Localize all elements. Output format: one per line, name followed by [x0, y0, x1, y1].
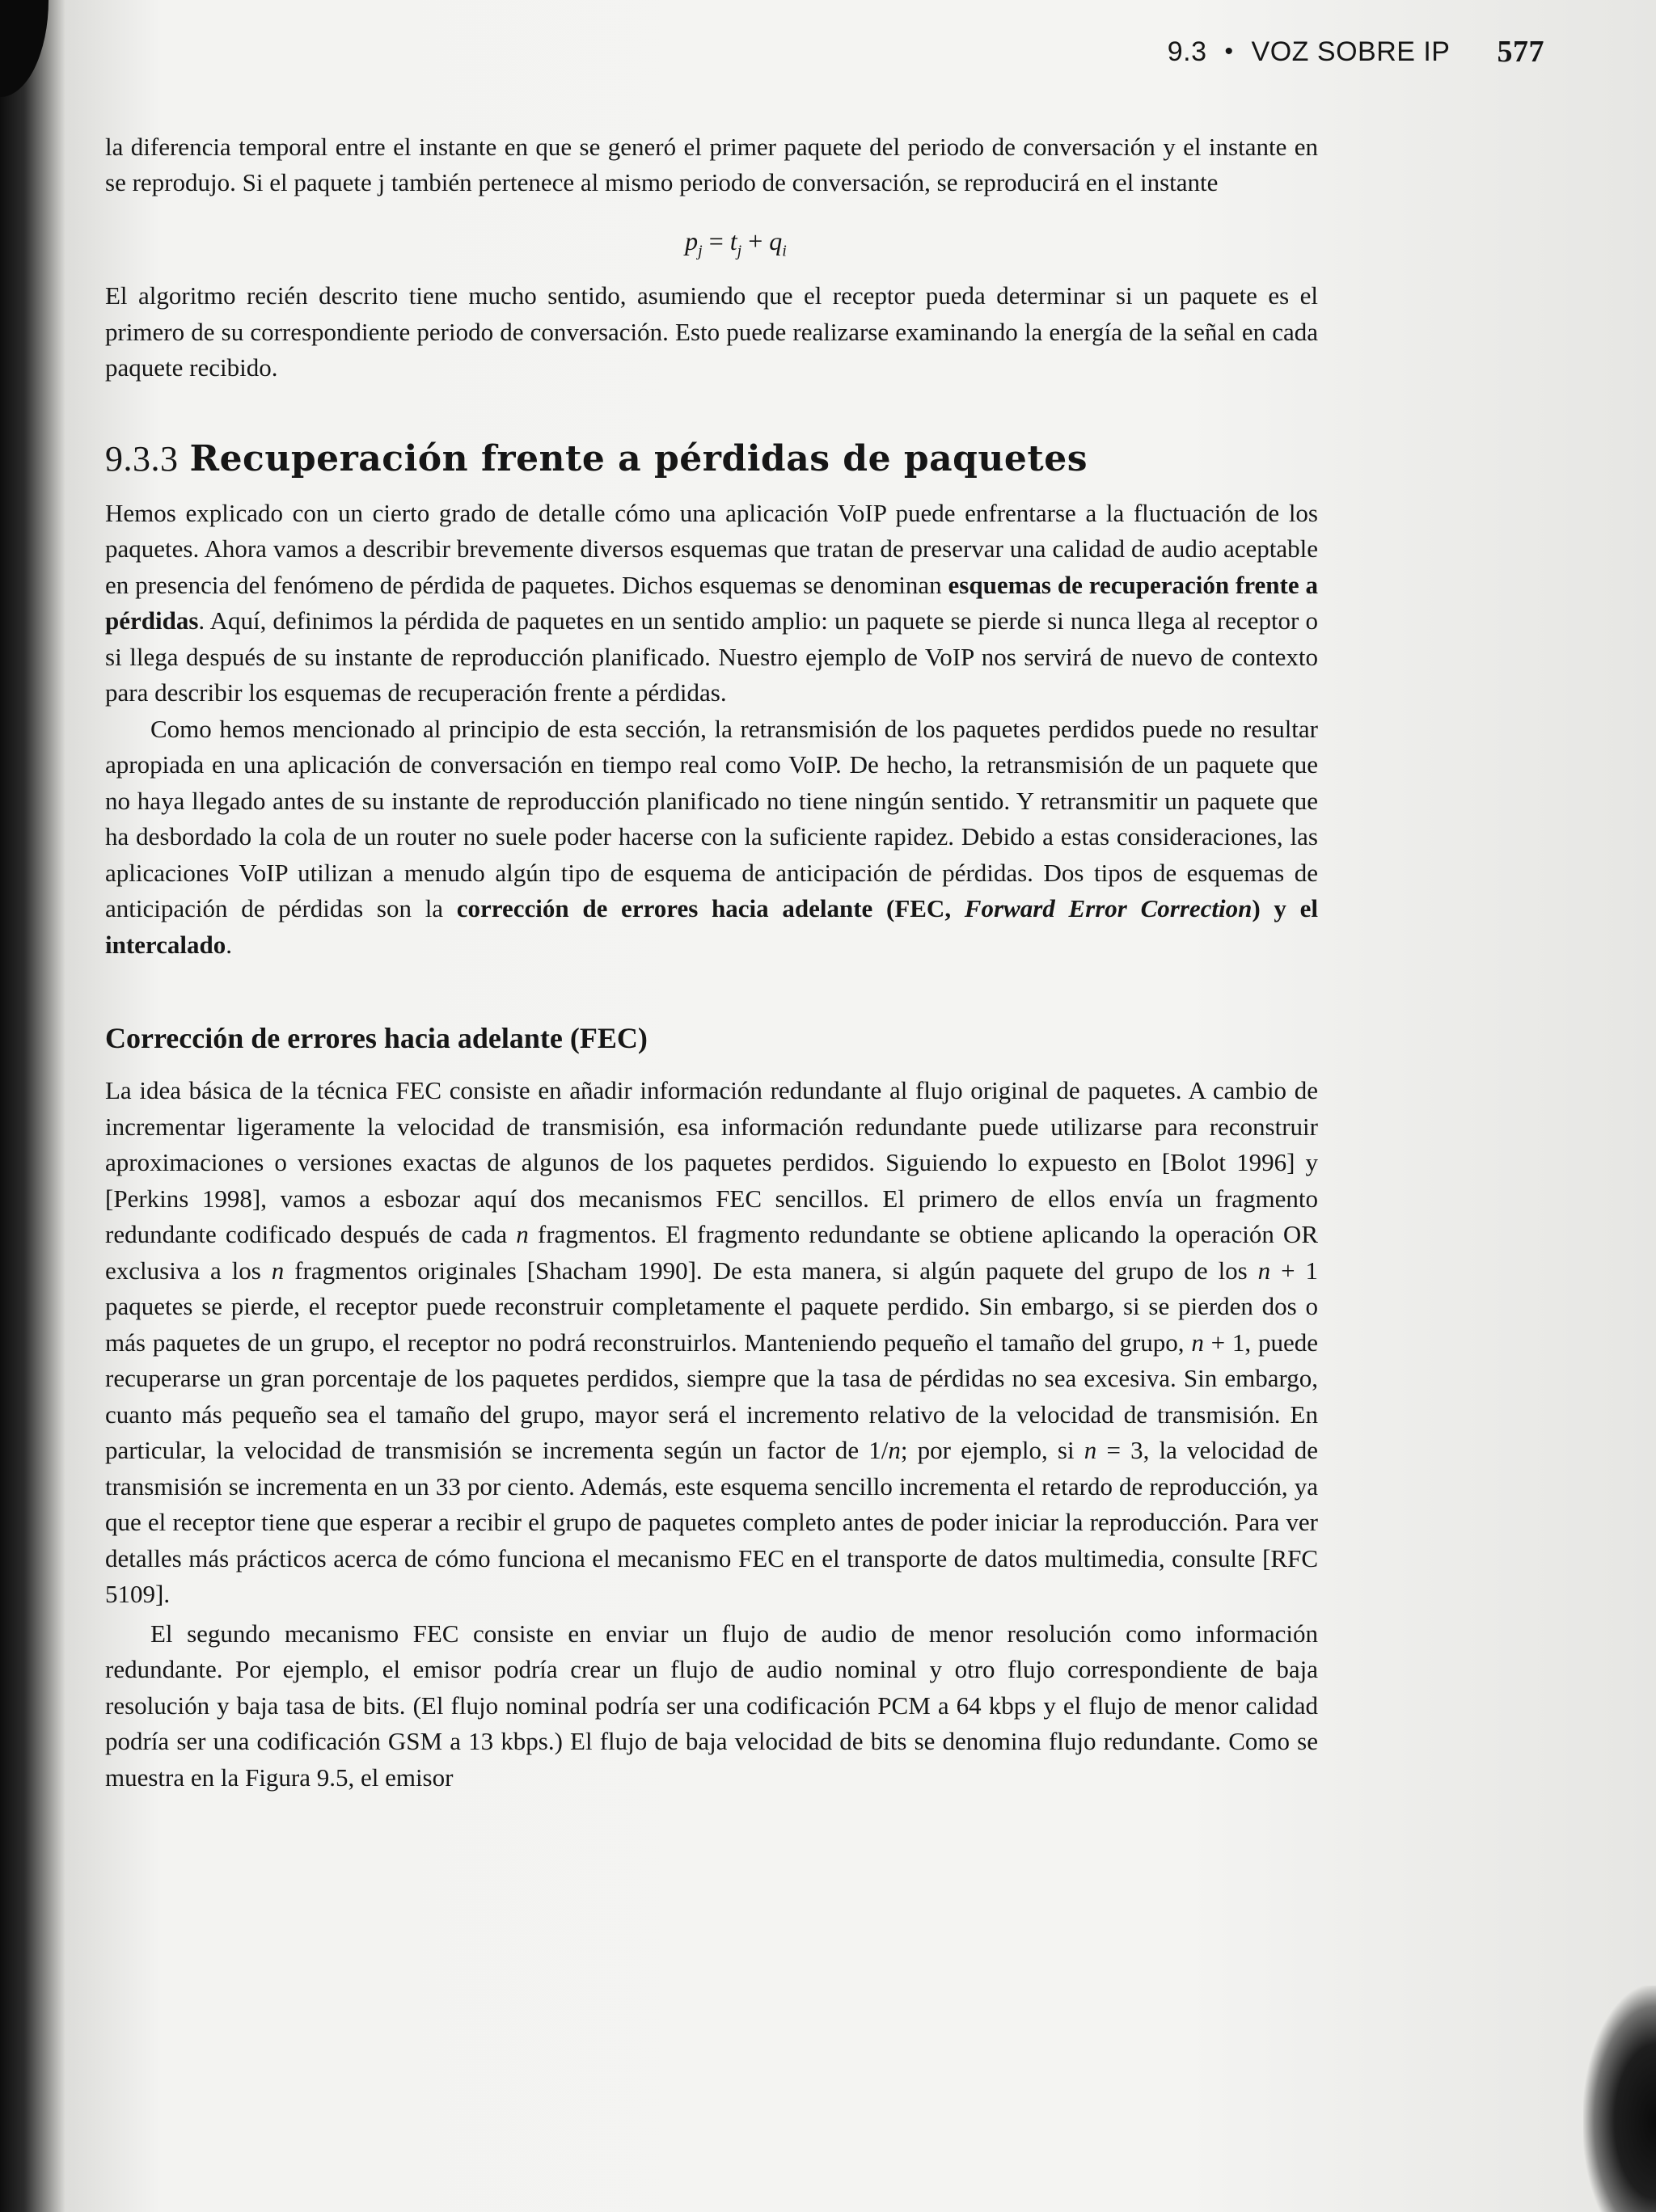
playout-equation — [105, 226, 1318, 260]
paragraph-fec-second: El segundo mecanismo FEC consiste en enviar un flujo de audio de menor resolución como información redundante. Por ejemplo, el emisor podría crear un flujo de audio nominal y otro flujo correspondiente de baja resolución y baja tasa de bits. (El flujo nominal podría ser una codificación PCM a 64 kbps y el flujo de menor calidad podría ser una codificación GSM a 13 kbps.) El flujo de baja velocidad de bits se denomina flujo redundante. Como se muestra en la Figura 9.5, el emisor — [105, 1619, 1318, 1792]
para3-text-7: = 3, la velocidad de transmisión se incrementa en un 33 por ciento. Además, este esquema sencillo incrementa el retardo de reproducción, ya que el receptor tiene que esperar a recibir el grupo de paquetes completo antes de poder iniciar la reproducción. Para ver detalles más prácticos acerca de cómo funciona el mecanismo FEC en el transporte de datos multimedia, consulte [RFC 5109]. — [105, 1436, 1318, 1609]
eq-t: t — [729, 226, 737, 255]
eq-t-sub: j — [737, 242, 742, 260]
eq-q-sub: i — [782, 242, 787, 260]
text-column — [105, 121, 1318, 1796]
section-title: Recuperación frente a pérdidas de paquetes — [189, 437, 1088, 479]
paragraph-fec-basic — [105, 1073, 1318, 1613]
thumb-shadow — [1583, 1986, 1656, 2212]
page-number: 577 — [1497, 35, 1544, 69]
eq-equals: = — [702, 226, 730, 255]
para3-text-5: + 1, puede recuperarse un gran porcentaje de los paquetes perdidos, siempre que la tasa de pérdidas no sea excesiva. Sin embargo, cuanto más pequeño sea el tamaño del grupo, mayor será el incremento relativo de la velocidad de transmisión. En particular, la velocidad de transmisión se incrementa según un factor de 1/ — [105, 1328, 1318, 1465]
paragraph-loss-schemes — [105, 496, 1318, 711]
para2-bold-italic-fec: Forward Error Correction — [964, 894, 1253, 923]
para3-text-2: fragmentos. El fragmento redundante se obtiene aplicando la operación OR exclusiva a los — [105, 1220, 1318, 1285]
para3-text-1: La idea básica de la técnica FEC consiste en añadir información redundante al flujo original de paquetes. A cambio de incrementar ligeramente la velocidad de transmisión, esa información redundante puede utilizarse para reconstruir aproximaciones o versiones exactas de algunos de los paquetes perdidos. Siguiendo lo expuesto en [Bolot 1996] y [Perkins 1998], vamos a esbozar aquí dos mecanismos FEC sencillos. El primero de ellos envía un fragmento redundante codificado después de cada — [105, 1076, 1318, 1249]
subsection-heading: Corrección de errores hacia adelante (FEC) — [105, 1022, 648, 1055]
para1-bold-term: esquemas de recuperación frente a pérdidas — [105, 570, 1318, 635]
running-head-title: VOZ SOBRE IP — [1251, 36, 1451, 67]
para2-bold-fec: corrección de errores hacia adelante (FEC, — [456, 894, 965, 923]
para1-text-b: . Aquí, definimos la pérdida de paquetes en un sentido amplio: un paquete se pierde si nunca llega al receptor o si llega después de su instante de reproducción planificado. Nuestro ejemplo de VoIP nos servirá de nuevo de contexto para describir los esquemas de recuperación frente a pérdidas. — [105, 606, 1318, 707]
running-head-section: 9.3 — [1167, 36, 1207, 67]
eq-q: q — [769, 226, 783, 255]
para3-n-5: n — [888, 1436, 901, 1465]
book-spine-shadow — [0, 0, 65, 2212]
para3-n-1: n — [516, 1220, 529, 1249]
running-head — [1092, 27, 1544, 76]
para3-n-4: n — [1191, 1328, 1204, 1357]
section-number: 9.3.3 — [105, 438, 179, 479]
para1-text-a: Hemos explicado con un cierto grado de detalle cómo una aplicación VoIP puede enfrentarse a la fluctuación de los paquetes. Ahora vamos a describir brevemente diversos esquemas que tratan de preservar una calidad de audio aceptable en presencia del fenómeno de pérdida de paquetes. Dichos esquemas se denominan — [105, 498, 1318, 599]
para2-bold-interleaving: ) y el intercalado — [105, 894, 1319, 959]
eq-p-sub: j — [698, 242, 703, 260]
para3-n-2: n — [271, 1256, 285, 1285]
section-heading — [105, 438, 1318, 479]
running-head-bullet: • — [1224, 38, 1234, 65]
paragraph-retransmission — [105, 711, 1318, 964]
para2-end: . — [226, 930, 232, 959]
intro-paragraph: la diferencia temporal entre el instante en que se generó el primer paquete del periodo de conversación y el instante en se reprodujo. Si el paquete j también pertenece al mismo periodo de conversación, se reproducirá en el instante — [105, 133, 1318, 196]
para3-n-6: n — [1084, 1436, 1097, 1465]
eq-p: p — [685, 226, 699, 255]
para3-n-3: n — [1257, 1256, 1271, 1285]
para3-text-4: + 1 paquetes se pierde, el receptor puede reconstruir completamente el paquete perdido. Sin embargo, si se pierden dos o más paquetes de un grupo, el receptor no podrá reconstruirlos. Manteniendo pequeño el tamaño del grupo, — [105, 1256, 1318, 1357]
para2-text-a: Como hemos mencionado al principio de esta sección, la retransmisión de los paquetes perdidos puede no resultar apropiada en una aplicación de conversación en tiempo real como VoIP. De hecho, la retransmisión de un paquete que no haya llegado antes de su instante de reproducción planificado no tiene ningún sentido. Y retransmitir un paquete que ha desbordado la cola de un router no suele poder hacerse con la suficiente rapidez. Debido a estas consideraciones, las aplicaciones VoIP utilizan a menudo algún tipo de esquema de anticipación de pérdidas. Dos tipos de esquemas de anticipación de pérdidas son la — [105, 714, 1318, 923]
para3-text-6: ; por ejemplo, si — [900, 1436, 1084, 1465]
eq-plus: + — [741, 226, 770, 255]
after-equation-paragraph: El algoritmo recién descrito tiene mucho sentido, asumiendo que el receptor pueda determinar si un paquete es el primero de su correspondiente periodo de conversación. Esto puede realizarse examinando la energía de la señal en cada paquete recibido. — [105, 281, 1318, 382]
para3-text-3: fragmentos originales [Shacham 1990]. De esta manera, si algún paquete del grupo de los — [284, 1256, 1258, 1285]
